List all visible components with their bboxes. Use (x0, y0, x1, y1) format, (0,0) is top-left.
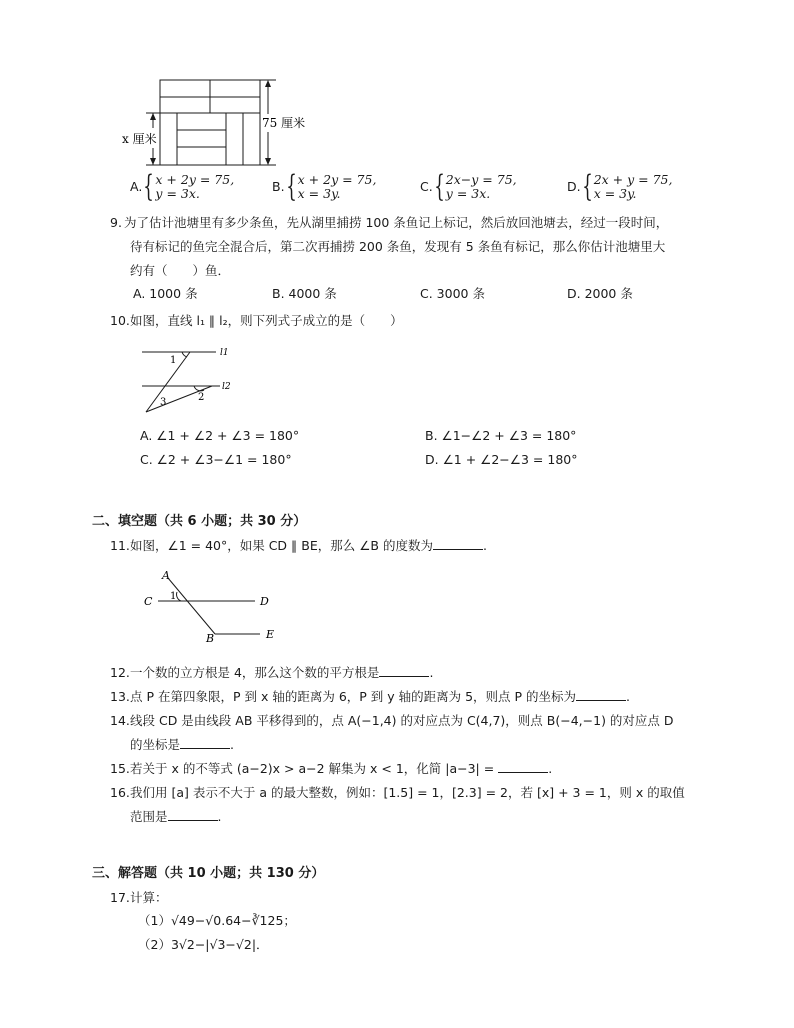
q13-answer-blank[interactable] (576, 688, 626, 701)
q9-line3: 约有（ ）鱼． (130, 263, 231, 278)
q16-stem2: 范围是 (130, 809, 168, 824)
q17-part2-expr: 3√2−|√3−√2|． (170, 937, 269, 952)
q14-line1: 线段 CD 是由线段 AB 平移得到的，点 A(−1,4) 的对应点为 C(4,7)，则点 B(−4,−1) 的对应点 D (130, 713, 674, 728)
q8-option-d[interactable]: D. { 2x + y = 75, x = 3y. (567, 169, 673, 204)
q9-option-d[interactable]: D. 2000 条 (567, 286, 633, 301)
q12-stem: 一个数的立方根是 4，那么这个数的平方根是 (130, 665, 380, 680)
rectangles-figure (120, 76, 320, 168)
q17-part1-expr: √49−√0.64−∛125； (170, 913, 296, 928)
label-x-cm: x 厘米 (122, 132, 157, 146)
q15-stem: 若关于 x 的不等式 (a−2)x > a−2 解集为 x < 1，化简 |a−3| = (130, 761, 495, 776)
label-A: A (162, 569, 170, 582)
q8-c-line2: y = 3x. (445, 186, 491, 201)
q11-number: 11. (110, 538, 130, 553)
q17-part2 (138, 936, 269, 954)
q8-option-a[interactable]: A. { x + 2y = 75, y = 3x. (130, 169, 235, 204)
q11-stem: 如图，∠1 = 40°，如果 CD ∥ BE，那么 ∠B 的度数为 (130, 538, 433, 553)
q9-number: 9. (110, 215, 122, 230)
q8-a-line1: x + 2y = 75, (155, 172, 235, 187)
q14-answer-blank[interactable] (180, 736, 230, 749)
q16-answer-blank[interactable] (168, 808, 218, 821)
label-l2: l2 (222, 382, 231, 392)
label-D: D (260, 595, 269, 608)
q8-d-line2: x = 3y. (593, 186, 637, 201)
q15-line: 若关于 x 的不等式 (a−2)x > a−2 解集为 x < 1，化简 |a−3| = . (130, 761, 553, 776)
q10-option-d[interactable]: D. ∠1 + ∠2−∠3 = 180° (425, 452, 578, 467)
label-E: E (266, 628, 275, 641)
q8-b-line2: x = 3y. (297, 186, 341, 201)
q10-option-c[interactable]: C. ∠2 + ∠3−∠1 = 180° (140, 452, 292, 467)
q8-option-b[interactable]: B. { x + 2y = 75, x = 3y. (272, 169, 377, 204)
q16-line1: 我们用 [a] 表示不大于 a 的最大整数，例如：[1.5] = 1，[2.3] = 2，若 [x] + 3 = 1，则 x 的取值 (130, 785, 685, 800)
q17-part1-label: （1） (138, 913, 171, 928)
label-C: C (144, 595, 153, 608)
q8-c-line1: 2x−y = 75, (445, 172, 517, 187)
q9-line1: 为了估计池塘里有多少条鱼，先从湖里捕捞 100 条鱼记上标记，然后放回池塘去，经过一段时间， (124, 215, 669, 230)
q13-number: 13. (110, 689, 130, 704)
label-angle-1: 1 (170, 591, 177, 602)
q13-stem: 点 P 在第四象限，P 到 x 轴的距离为 6，P 到 y 轴的距离为 5，则点 P 的坐标为 (130, 689, 577, 704)
q17-part1 (138, 912, 296, 930)
label-l1: l1 (220, 348, 229, 358)
q14-stem2: 的坐标是 (130, 737, 181, 752)
q10-option-b[interactable]: B. ∠1−∠2 + ∠3 = 180° (425, 428, 577, 443)
q10-option-a[interactable]: A. ∠1 + ∠2 + ∠3 = 180° (140, 428, 300, 443)
q16-line2: 范围是 . (130, 809, 222, 824)
q12-line: 一个数的立方根是 4，那么这个数的平方根是 . (130, 665, 434, 680)
label-B: B (206, 632, 215, 644)
q11-line: 如图，∠1 = 40°，如果 CD ∥ BE，那么 ∠B 的度数为 . (130, 538, 487, 553)
line-ab (168, 578, 215, 634)
q17-part2-label: （2） (138, 937, 171, 952)
q10-number: 10. (110, 313, 130, 328)
q17-number: 17. (110, 890, 130, 905)
q9-option-b[interactable]: B. 4000 条 (272, 286, 337, 301)
q9-option-a[interactable]: A. 1000 条 (133, 286, 198, 301)
q10-stem: 如图，直线 l₁ ∥ l₂，则下列式子成立的是（ ） (130, 313, 403, 328)
q9-line2: 待有标记的鱼完全混合后，第二次再捕捞 200 条鱼，发现有 5 条鱼有标记，那么你估计池塘里大 (130, 239, 666, 254)
q11-answer-blank[interactable] (433, 537, 483, 550)
label-75-cm: 75 厘米 (262, 116, 306, 130)
q15-number: 15. (110, 761, 130, 776)
q12-answer-blank[interactable] (379, 664, 429, 677)
q11-figure (140, 566, 280, 644)
q9-option-c[interactable]: C. 3000 条 (420, 286, 485, 301)
q16-number: 16. (110, 785, 130, 800)
label-angle-3: 3 (160, 397, 167, 408)
q12-number: 12. (110, 665, 130, 680)
q10-figure (136, 342, 246, 418)
q17-stem: 计算： (130, 890, 168, 905)
q8-option-c[interactable]: C. { 2x−y = 75, y = 3x. (420, 169, 517, 204)
q8-b-line1: x + 2y = 75, (297, 172, 377, 187)
label-angle-2: 2 (198, 392, 205, 403)
section-3-title: 三、解答题（共 10 小题；共 130 分） (92, 866, 325, 881)
q14-line2: 的坐标是 . (130, 737, 234, 752)
label-angle-1: 1 (170, 355, 177, 366)
q8-a-line2: y = 3x. (155, 186, 200, 201)
section-2-title: 二、填空题（共 6 小题；共 30 分） (92, 514, 307, 529)
q14-number: 14. (110, 713, 130, 728)
q8-d-line1: 2x + y = 75, (593, 172, 673, 187)
q15-answer-blank[interactable] (498, 760, 548, 773)
q13-line: 点 P 在第四象限，P 到 x 轴的距离为 6，P 到 y 轴的距离为 5，则点 P 的坐标为 . (130, 689, 631, 704)
